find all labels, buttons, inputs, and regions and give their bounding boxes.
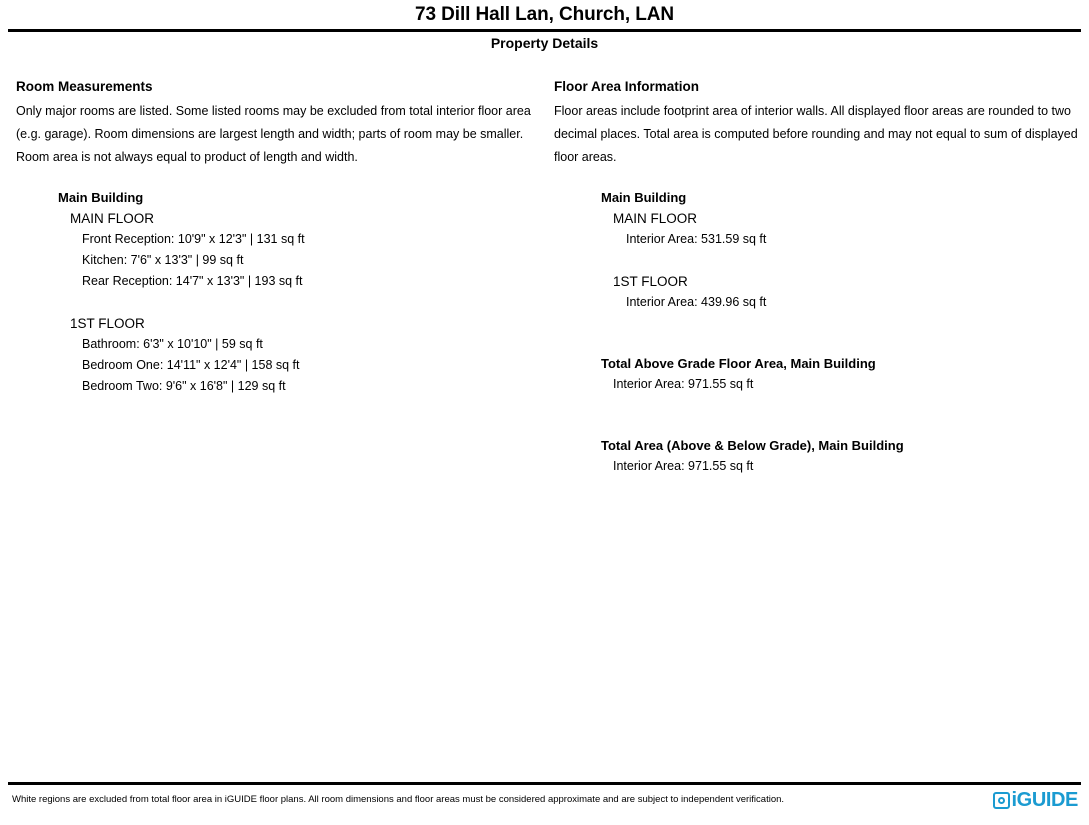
total-all-grade-label: Total Area (Above & Below Grade), Main Building [601,437,904,453]
area-floor-first-label: 1ST FLOOR [613,273,688,289]
iguide-logo [993,790,1082,810]
room-measurements-heading: Room Measurements [16,79,153,94]
total-all-grade-value: Interior Area: 971.55 sq ft [613,458,754,473]
room-item: Kitchen: 7'6" x 13'3" | 99 sq ft [82,252,244,267]
floor-area-section [545,80,1089,477]
area-item: Interior Area: 439.96 sq ft [626,294,767,309]
page-footer [0,790,1089,822]
room-measurements-note: Only major rooms are listed. Some listed rooms may be excluded from total interior floor area (e.g. garage). Room dimensions are largest length and width; parts of room may be smaller. Room area is not always equal to product of length and width. [16,103,531,164]
room-item: Rear Reception: 14'7" x 13'3" | 193 sq ft [82,273,303,288]
camera-lens-icon [993,792,1010,809]
room-measurements-section [0,80,545,397]
room-item: Bedroom One: 14'11" x 12'4" | 158 sq ft [82,357,300,372]
area-building-label: Main Building [601,189,687,205]
room-item: Bedroom Two: 9'6" x 16'8" | 129 sq ft [82,378,286,393]
footer-divider [8,782,1081,785]
area-floor-main-label: MAIN FLOOR [613,210,698,226]
total-spacer [554,395,1087,435]
header-divider [8,29,1081,32]
room-measurements-tree [16,187,535,397]
room-floor-main-label: MAIN FLOOR [70,210,155,226]
room-floor-first-label: 1ST FLOOR [70,315,145,331]
content-columns [0,80,1089,477]
room-building-label: Main Building [58,189,144,205]
page-title: 73 Dill Hall Lan, Church, LAN [415,4,674,25]
total-above-grade-label: Total Above Grade Floor Area, Main Building [601,355,876,371]
total-above-grade-value: Interior Area: 971.55 sq ft [613,376,754,391]
floor-area-note: Floor areas include footprint area of interior walls. All displayed floor areas are rounded to two decimal places. Total area is computed before rounding and may not equal to sum of displayed floor areas. [554,103,1078,164]
floor-spacer [16,292,535,313]
total-spacer [554,313,1087,353]
page-subtitle: Property Details [490,35,599,51]
room-item: Front Reception: 10'9" x 12'3" | 131 sq ft [82,231,305,246]
room-item: Bathroom: 6'3" x 10'10" | 59 sq ft [82,336,263,351]
footer-disclaimer: White regions are excluded from total floor area in iGUIDE floor plans. All room dimensions and floor areas must be considered approximate and are subject to independent verification. [12,794,785,805]
iguide-logo-text: iGUIDE [1011,789,1078,811]
floor-area-tree [554,187,1087,477]
area-item: Interior Area: 531.59 sq ft [626,231,767,246]
floor-spacer [554,250,1087,271]
floor-area-heading: Floor Area Information [554,79,700,94]
